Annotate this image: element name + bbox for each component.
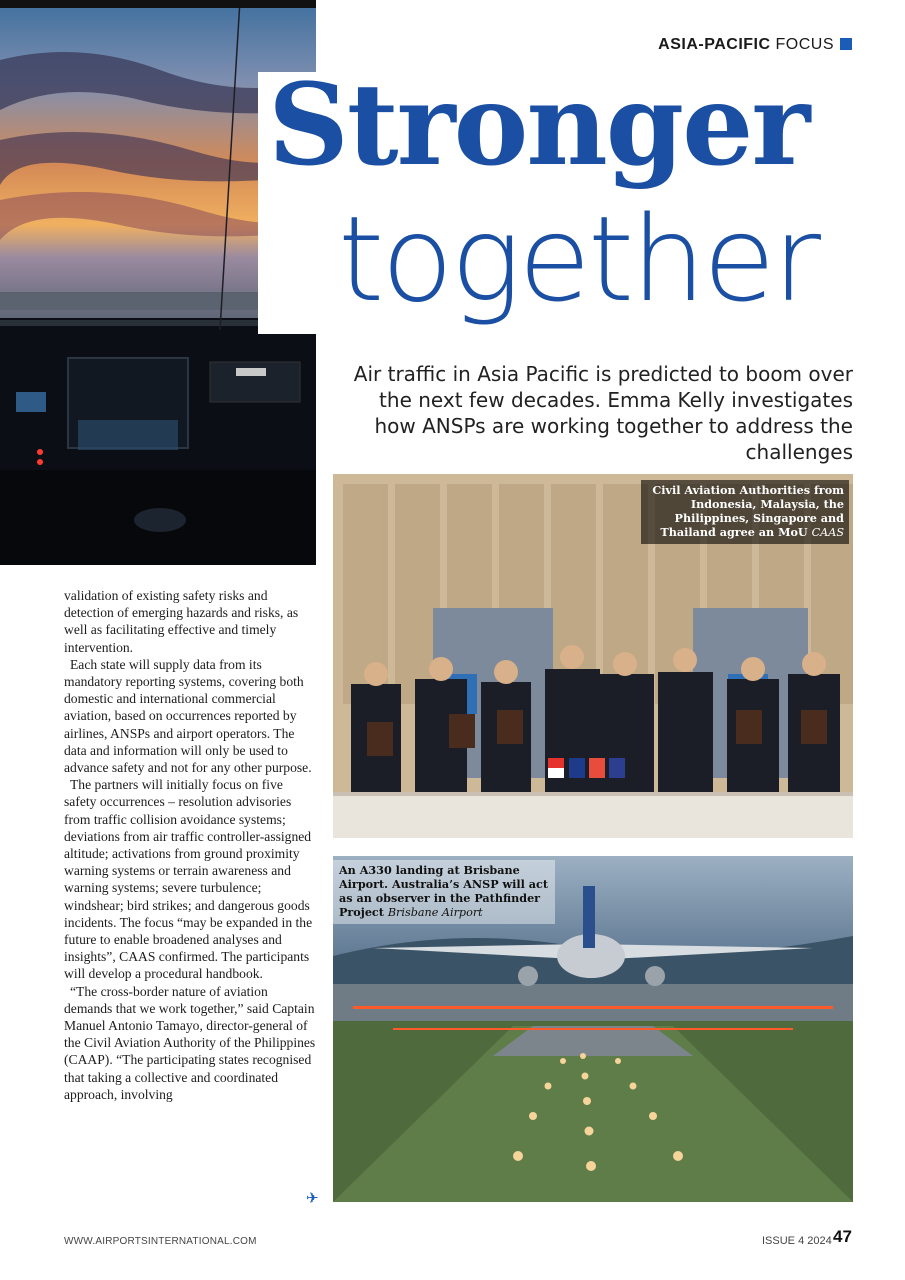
page-number: 47 <box>833 1227 852 1246</box>
footer-url: WWW.AIRPORTSINTERNATIONAL.COM <box>64 1236 257 1247</box>
signing-ceremony-photo <box>333 474 853 838</box>
photo-caption <box>333 860 555 924</box>
section-label <box>658 36 852 54</box>
square-bullet-icon <box>840 38 852 50</box>
body-paragraph: Each state will supply data from its mandatory reporting systems, covering both domestic and international commercial aviation, based on occurrences reported by airlines, ANSPs and airport operators. The data and information will only be used to advance safety and not for any other purpose. <box>64 656 312 776</box>
aircraft-landing-photo <box>333 856 853 1202</box>
footer-issue: ISSUE 4 2024 <box>762 1235 832 1247</box>
caption-text: Civil Aviation Authorities from Indonesia, Malaysia, the Philippines, Singapore and Thailand agree an MoU <box>652 483 844 539</box>
section-label-rest: FOCUS <box>775 36 834 53</box>
standfirst: Air traffic in Asia Pacific is predicted to boom over the next few decades. Emma Kelly investigates how ANSPs are working together to address the challenges <box>353 362 853 464</box>
body-paragraph: “The cross-border nature of aviation demands that we work together,” said Captain Manuel Antonio Tamayo, director-general of the Civil Aviation Authority of the Philippines (CAAP). “The participating states recognised that taking a collective and coordinated approach, involving <box>64 983 316 1102</box>
headline-line-2: together <box>338 190 819 328</box>
body-paragraph: validation of existing safety risks and detection of emerging hazards and risks, as well as facilitating effective and timely intervention. <box>64 588 299 655</box>
photo-caption <box>641 480 849 544</box>
body-paragraph: The partners will initially focus on five safety occurrences – resolution advisories from traffic collision avoidance systems; deviations from air traffic controller-assigned altitude; activations from ground proximity warning systems or terrain awareness and warning systems; severe turbulence; windshear; bird strikes; and dangerous goods incidents. The focus “may be expanded in the future to enable broadened analyses and insights”, CAAS confirmed. The participants will develop a procedural handbook. <box>64 777 313 982</box>
photo-credit: Brisbane Airport <box>387 906 483 919</box>
photo-credit: CAAS <box>811 526 844 539</box>
caption-text: An A330 landing at Brisbane Airport. Australia’s ANSP will act as an observer in the Pathfinder Project <box>339 863 549 919</box>
plane-arrow-icon: ✈ <box>306 1189 319 1207</box>
body-column <box>64 587 316 1103</box>
headline-line-1: Stronger <box>268 60 809 191</box>
section-label-bold: ASIA-PACIFIC <box>658 36 771 53</box>
